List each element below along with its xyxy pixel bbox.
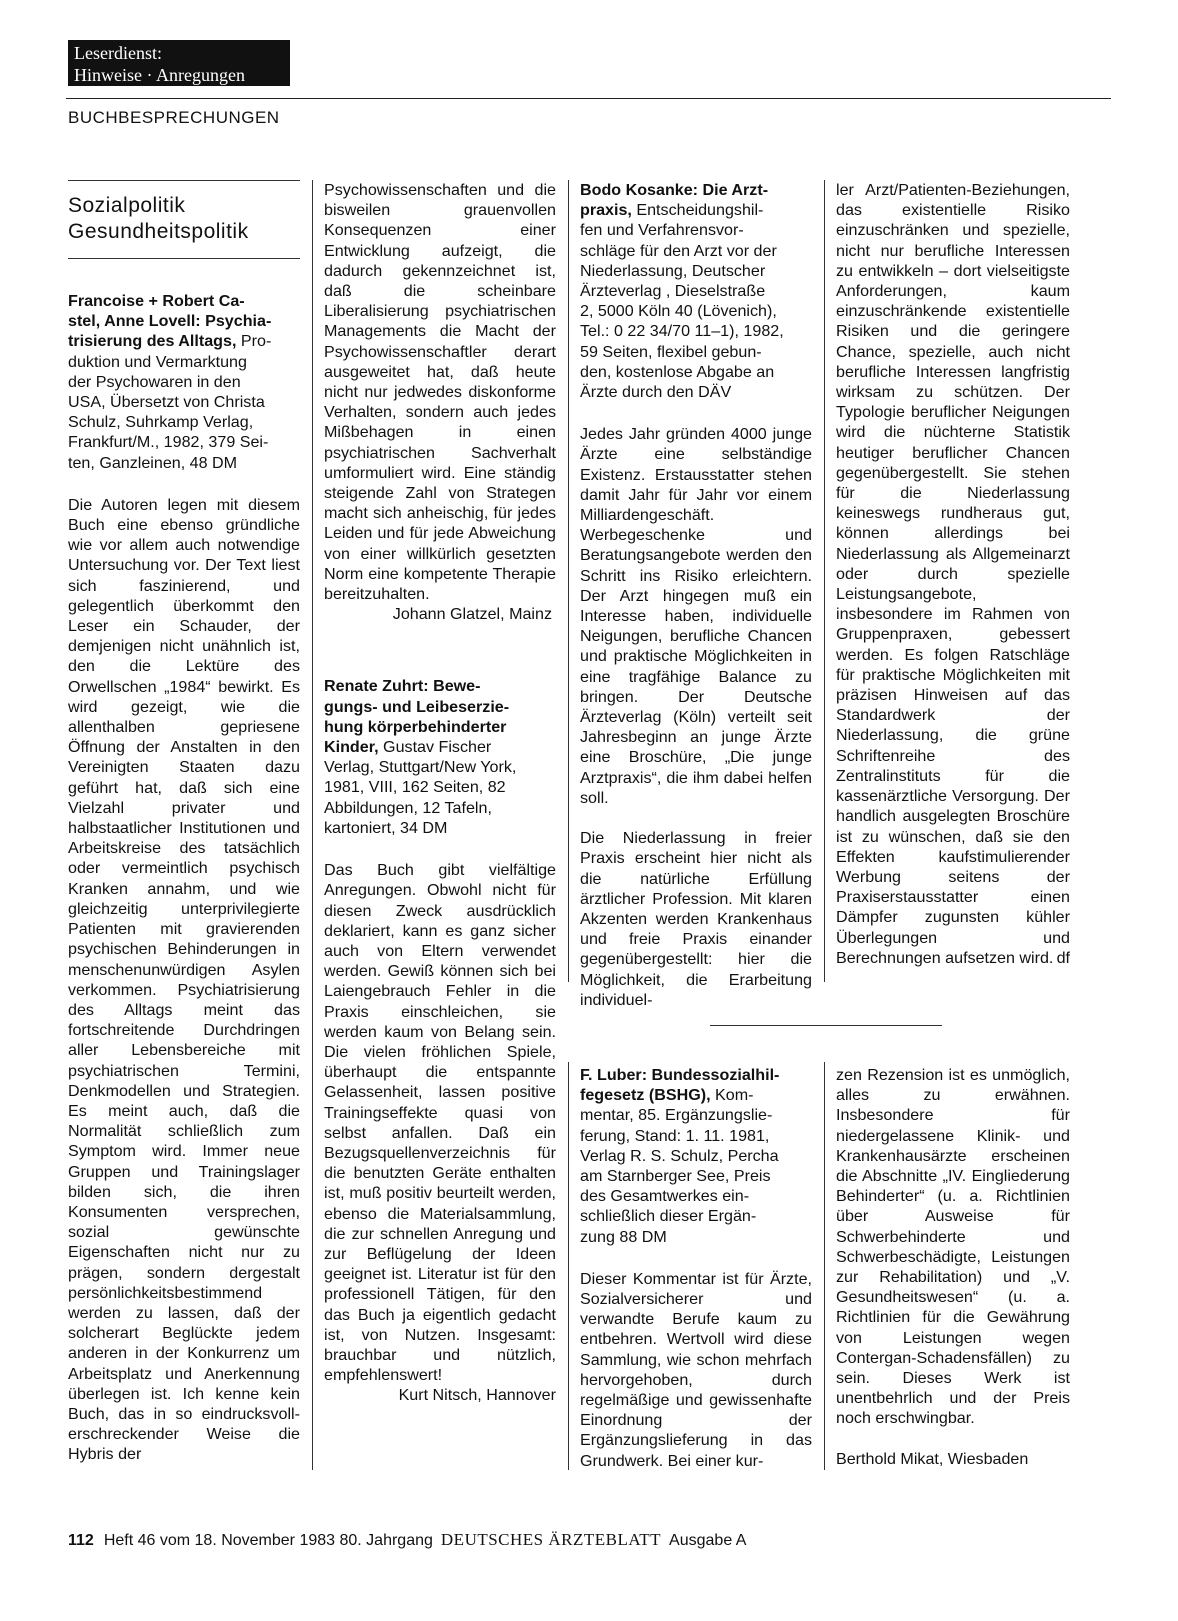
review3-author: df xyxy=(1056,948,1070,967)
citation-line-rest: Gustav Fischer xyxy=(383,738,492,757)
citation-line: am Starnberger See, Preis xyxy=(580,1167,771,1186)
section-title: BUCHBESPRECHUNGEN xyxy=(68,108,280,127)
category-rule-bottom xyxy=(68,258,300,259)
review1-citation xyxy=(68,331,300,472)
citation-line: der Psychowaren in den xyxy=(68,372,241,391)
citation-line: Frankfurt/M., 1982, 379 Sei- xyxy=(68,433,269,452)
category-rule-top xyxy=(68,180,300,181)
citation-line: Tel.: 0 22 34/70 11–1), 1982, xyxy=(580,322,784,341)
citation-line: USA, Übersetzt von Christa xyxy=(68,393,265,412)
citation-line: Ärzteverlag , Dieselstraße xyxy=(580,282,766,301)
review2-author: Kurt Nitsch, Hannover xyxy=(398,1386,556,1405)
citation-line: den, kostenlose Abgabe an xyxy=(580,362,775,381)
review1-body: Die Autoren legen mit diesem Buch eine ebenso gründliche wie vor allem auch notwendige Untersuchung vor. Der Text liest sich faszinierend, und gelegentlich überkommt den Leser ein Schauder, der demjenigen nicht unähnlich ist, den die Lektüre des Orwellschen „1984“ bewirkt. Es wird gezeigt, wie die allenthalben gepriesene Öffnung der Anstalten in den Vereinigten Staaten dazu geführt hat, daß sich eine Vielzahl privater und halbstaatlicher Institutionen und Arbeitskreise des tatsächlich oder vermeintlich psychisch Kranken annahm, und wie gleichzeitig unterprivilegierte Patienten mit gravierenden psychischen Behinderungen in menschenunwürdigen Asylen verkommen. Psychiatrisierung des Alltags meint das fortschreitende Durchdringen aller Lebensbereiche mit psychiatrischen Termini, Denkmodellen und Strategien. Es meint auch, daß die Normalität schließlich zum Symptom wird. Immer neue Gruppen und Trainingslager bilden sich, die ihren Konsumenten versprechen, sozial gewünschte Eigenschaften nicht nur zu prägen, sondern dergestalt persönlichkeitsbestimmend werden zu lassen, daß der solcherart Beglückte jedem anderen in der Konkurrenz um Arbeitsplatz und Anerkennung überlegen ist. Ich kenne kein Buch, das in so eindrucksvoll-erschreckender Weise die Hybris der xyxy=(68,495,300,1464)
review1-body-continued: Psychowissenschaften und die bisweilen grauenvollen Konsequenzen einer Entwicklung aufzeigt, die dadurch gekennzeichnet ist, daß die scheinbare Liberalisierung psychiatrischen Managements die Macht der Psychowissenschaftler derart ausgeweitet hat, daß heute nicht nur jedwedes diskonforme Verhalten, sondern auch jedes Mißbehagen in einen psychiatrischen Sachverhalt umformuliert wird. Eine ständig steigende Zahl von Strategen macht sich anheischig, für jedes Leiden und für jede Abweichung von einer willkürlich gesetzten Norm eine kompetente Therapie bereitzuhalten. xyxy=(324,181,556,604)
series-label-line1: Leserdienst: xyxy=(74,43,162,63)
issue-info: Heft 46 vom 18. November 1983 80. Jahrgang xyxy=(103,1532,433,1549)
citation-line: duktion und Vermarktung xyxy=(68,352,247,371)
review2-citation xyxy=(324,676,556,838)
citation-line: zung 88 DM xyxy=(580,1227,667,1246)
column-1 xyxy=(68,291,300,1465)
citation-line: fen und Verfahrensvor- xyxy=(580,221,744,240)
review2-body: Das Buch gibt vielfältige Anregungen. Obwohl nicht für diesen Zweck ausdrücklich deklariert, kann es ganz sicher auch von Eltern verwendet werden. Gewiß können sich bei Laiengebrauch Fehler in die Praxis einschleichen, sie werden kaum von Belang sein. Die vielen fröhlichen Spiele, überhaupt die entspannte Gelassenheit, lassen positive Trainingseffekte quasi von selbst anfallen. Daß ein Bezugsquellenverzeichnis für die benutzten Geräte enthalten ist, muß positiv beurteilt werden, ebenso die Materialsammlung, die zur schnellen Anregung und zur Beflügelung der Ideen geeignet ist. Literatur ist für den professionell Tätigen, für den das Buch ja eigentlich gedacht ist, von Nutzen. Insgesamt: brauchbar und nützlich, empfehlenswert! xyxy=(324,861,556,1385)
category-title xyxy=(68,193,308,245)
series-label xyxy=(68,40,290,86)
column-2 xyxy=(324,180,556,1406)
citation-line xyxy=(68,331,300,351)
review4-author: Berthold Mikat, Wiesbaden xyxy=(836,1449,1029,1468)
citation-line: schläge für den Arzt vor der xyxy=(580,241,777,260)
review1-citation-head xyxy=(68,291,300,331)
review1-author: Johann Glatzel, Mainz xyxy=(392,605,552,624)
page-footer xyxy=(68,1530,746,1550)
column-divider-4b xyxy=(824,1062,825,1470)
citation-line: Verlag, Stuttgart/New York, xyxy=(324,758,517,777)
citation-line xyxy=(324,737,556,757)
citation-line: 59 Seiten, flexibel gebun- xyxy=(580,342,762,361)
column-4-lower xyxy=(836,1065,1070,1469)
citation-line xyxy=(580,200,812,220)
review3-paragraph-2-continued xyxy=(836,180,1070,968)
column-divider-3b xyxy=(568,1062,569,1470)
citation-line: Ärzte durch den DÄV xyxy=(580,383,732,402)
citation-line: Niederlassung, Deutscher xyxy=(580,261,766,280)
citation-title-end: praxis, xyxy=(580,201,632,220)
citation-line: Bodo Kosanke: Die Arzt- xyxy=(580,181,769,199)
review-separator xyxy=(710,1025,942,1026)
citation-line: 1981, VIII, 162 Seiten, 82 xyxy=(324,778,506,797)
citation-line: ten, Ganzleinen, 48 DM xyxy=(68,453,238,472)
citation-line-rest: Pro- xyxy=(240,332,272,351)
citation-line: F. Luber: Bundessozialhil- xyxy=(580,1066,780,1084)
category-line1: Sozialpolitik xyxy=(68,194,186,217)
citation-line: Verlag R. S. Schulz, Percha xyxy=(580,1146,779,1165)
citation-line: des Gesamtwerkes ein- xyxy=(580,1187,750,1206)
column-3 xyxy=(580,180,812,1010)
citation-line: kartoniert, 34 DM xyxy=(324,818,448,837)
citation-line: hung körperbehinderter xyxy=(324,717,507,736)
citation-line: ferung, Stand: 1. 11. 1981, xyxy=(580,1126,770,1145)
citation-line: Renate Zuhrt: Bewe- xyxy=(324,677,481,696)
column-divider-3 xyxy=(824,180,825,982)
review3-paragraph-2: Die Niederlassung in freier Praxis erscheint hier nicht als die natürliche Erfüllung ärztlicher Profession. Mit klaren Akzenten werden Krankenhaus und freie Praxis einander gegenübergestellt: hier die Möglichkeit, die Erarbeitung individuel- xyxy=(580,829,812,1009)
magazine-name: DEUTSCHES ÄRZTEBLATT xyxy=(440,1530,662,1549)
citation-line: 2, 5000 Köln 40 (Lövenich), xyxy=(580,302,777,321)
review3-body-text: ler Arzt/Patienten-Beziehungen, das existentielle Risiko einzuschränken und spezielle, nicht nur berufliche Interessen zu entwikkeln – dort vielseitigste Anforderungen, kaum einzuschränkende existentielle Risiken und die geringere Chance, spezielle, auch nicht berufliche Interessen langfristig wirksam zu schützen. Der Typologie beruflicher Neigungen wird die nüchterne Statistik heutiger beruflicher Chancen gegenübergestellt. Sie stehen für die Niederlassung keineswegs rundheraus gut, können allerdings bei Niederlassung als Allgemeinarzt oder durch spezielle Leistungsangebote, insbesondere im Rahmen von Gruppenpraxen, gebessert werden. Es folgen Ratschläge für praktische Möglichkeiten mit präzisen Hinweisen auf das Standardwerk der Niederlassung, die grüne Schriftenreihe des Zentralinstituts für die kassenärztliche Versorgung. Der handlich ausgelegten Broschüre ist zu wünschen, daß sie den Effekten kaufstimulierender Werbung seitens der Praxiserstausstatter einen Dämpfer zugunsten kühler Überlegungen und Berechnungen aufsetzen wird. xyxy=(836,181,1070,967)
column-divider-2 xyxy=(568,180,569,982)
citation-line xyxy=(580,1085,812,1105)
citation-line: gungs- und Leibeserzie- xyxy=(324,697,510,716)
review4-body-continued: zen Rezension ist es unmöglich, alles zu erwähnen. Insbesondere für niedergelassene Klinik- und Krankenhausärzte erscheinen die Abschnitte „IV. Eingliederung Behinderter“ (u. a. Richtlinien über Ausweise für Schwerbehinderte und Schwerbeschädigte, Leistungen zur Rehabilitation) und „V. Gesundheitswesen“ (u. a. Richtlinien für die Gewährung von Leistungen wegen Contergan-Schadensfällen) zu sein. Dieses Werk ist unentbehrlich und der Preis noch erschwingbar. xyxy=(836,1066,1070,1428)
citation-line-rest: Kom- xyxy=(715,1086,754,1105)
edition: Ausgabe A xyxy=(669,1532,747,1549)
review4-body: Dieser Kommentar ist für Ärzte, Sozialversicherer und verwandte Berufe kaum zu entbehren. Wertvoll wird diese Sammlung, wie schon mehrfach hervorgehoben, durch regelmäßige und gewissenhafte Einordnung der Ergänzungslieferung in das Grundwerk. Bei einer kur- xyxy=(580,1269,812,1470)
review4-citation xyxy=(580,1065,812,1247)
category-line2: Gesundheitspolitik xyxy=(68,220,249,243)
column-3-lower xyxy=(580,1065,812,1471)
citation-title-end: fegesetz (BSHG), xyxy=(580,1086,711,1105)
citation-line: stel, Anne Lovell: Psychia- xyxy=(68,312,272,331)
citation-line: Francoise + Robert Ca- xyxy=(68,292,245,310)
citation-line: Abbildungen, 12 Tafeln, xyxy=(324,798,492,817)
citation-line-rest: Entscheidungshil- xyxy=(636,201,764,220)
review3-paragraph-1: Jedes Jahr gründen 4000 junge Ärzte eine selbständige Existenz. Erstausstatter stehen damit Jahr für Jahr vor einem Milliardengeschäft. Werbegeschenke und Beratungsangebote werden den Schritt ins Risiko erleichtern. Der Arzt hingegen muß ein Interesse haben, individuelle Neigungen, berufliche Chancen und praktische Möglichkeiten in eine tragfähige Balance zu bringen. Der Deutsche Ärzteverlag (Köln) verteilt seit Jahresbeginn an junge Ärzte eine Broschüre, „Die junge Arztpraxis“, die ihm dabei helfen soll. xyxy=(580,425,812,807)
series-label-line2: Hinweise · Anregungen xyxy=(74,65,245,85)
page-number: 112 xyxy=(68,1532,94,1549)
review3-citation xyxy=(580,180,812,402)
citation-line: Schulz, Suhrkamp Verlag, xyxy=(68,413,254,432)
citation-line: schließlich dieser Ergän- xyxy=(580,1207,757,1226)
citation-title-end: Kinder, xyxy=(324,738,379,757)
column-divider-1 xyxy=(312,180,313,1470)
top-rule xyxy=(66,98,1111,99)
citation-line: mentar, 85. Ergänzungslie- xyxy=(580,1106,773,1125)
column-4 xyxy=(836,180,1070,968)
citation-title-end: trisierung des Alltags, xyxy=(68,332,237,351)
